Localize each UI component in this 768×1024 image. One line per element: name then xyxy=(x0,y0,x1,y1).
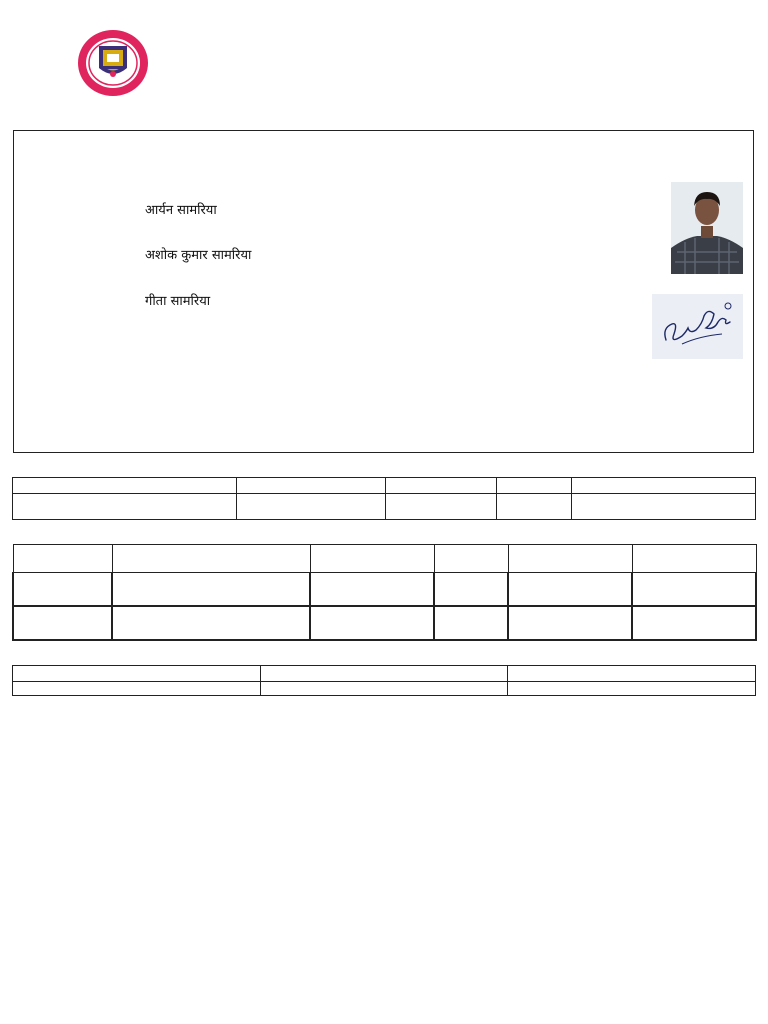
table-row xyxy=(13,573,756,606)
table-cell xyxy=(261,682,508,696)
student-name: आर्यन सामरिया xyxy=(145,203,217,218)
table-cell xyxy=(237,478,386,494)
table-row xyxy=(13,682,756,696)
table-cell xyxy=(13,494,237,520)
table-cell xyxy=(237,494,386,520)
table-cell xyxy=(310,545,434,573)
student-photo-icon xyxy=(671,182,743,274)
table-row xyxy=(13,666,756,682)
table-cell xyxy=(13,478,237,494)
university-logo xyxy=(76,28,150,98)
table-cell xyxy=(508,606,632,640)
table-row xyxy=(13,606,756,640)
student-photo xyxy=(671,182,743,274)
table-cell xyxy=(13,682,261,696)
table-cell xyxy=(434,606,508,640)
table-cell xyxy=(632,606,756,640)
table-cell xyxy=(386,478,497,494)
table-row xyxy=(13,494,756,520)
table-cell xyxy=(632,545,756,573)
table-row xyxy=(13,478,756,494)
table-cell xyxy=(572,494,756,520)
table-cell xyxy=(434,545,508,573)
details-table-1 xyxy=(12,477,756,520)
candidate-info-box xyxy=(13,130,754,453)
table-cell xyxy=(112,573,310,606)
university-seal-icon xyxy=(76,28,150,98)
table-cell xyxy=(112,606,310,640)
table-cell xyxy=(508,682,756,696)
table-cell xyxy=(632,573,756,606)
table-cell xyxy=(434,573,508,606)
table-cell xyxy=(497,478,572,494)
table-cell xyxy=(261,666,508,682)
table-cell xyxy=(13,666,261,682)
father-name: अशोक कुमार सामरिया xyxy=(145,248,252,263)
table-cell xyxy=(13,545,112,573)
table-cell xyxy=(13,606,112,640)
table-cell xyxy=(13,573,112,606)
table-cell xyxy=(508,573,632,606)
details-table-2 xyxy=(12,544,757,641)
table-cell xyxy=(386,494,497,520)
table-row xyxy=(13,545,756,573)
table-cell xyxy=(508,545,632,573)
table-cell xyxy=(310,606,434,640)
table-cell xyxy=(572,478,756,494)
table-cell xyxy=(497,494,572,520)
mother-name: गीता सामरिया xyxy=(145,294,211,309)
student-signature xyxy=(652,294,743,359)
details-table-3 xyxy=(12,665,756,696)
table-cell xyxy=(310,573,434,606)
table-cell xyxy=(112,545,310,573)
table-cell xyxy=(508,666,756,682)
signature-image-icon xyxy=(652,294,743,359)
